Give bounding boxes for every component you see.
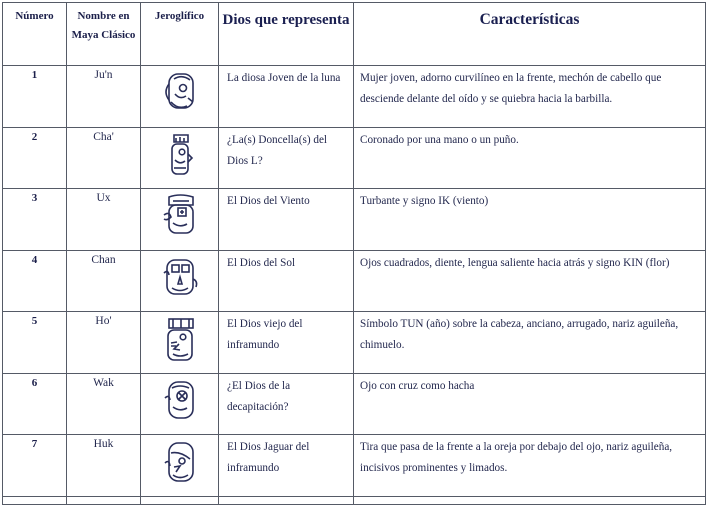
row-number: 4 [3,250,67,312]
row-glyph-cell [141,373,219,435]
row-number: 2 [3,127,67,189]
row-features: Mujer joven, adorno curvilíneo en la frente, mechón de cabello que desciende delante del oído y se quiebra hacia la barbilla. [354,66,706,128]
header-maya-name: Nombre en Maya Clásico [67,3,141,66]
row-features: Símbolo TUN (año) sobre la cabeza, anciano, arrugado, nariz aguileña, chimuelo. [354,312,706,374]
row-god: El Dios viejo del inframundo [219,312,354,374]
row-features: Tira que pasa de la frente a la oreja por debajo del ojo, nariz aguileña, incisivos prominentes y limados. [354,435,706,497]
row-number: 7 [3,435,67,497]
row-maya-name: Ju'n [67,66,141,128]
row-glyph-cell [141,66,219,128]
row-maya-name: Ho' [67,312,141,374]
row-maya-name: Ux [67,189,141,251]
header-glyph: Jeroglífico [141,3,219,66]
table-header-row [3,3,706,66]
row-maya-name: Chan [67,250,141,312]
decapitation-god-glyph-icon [162,378,198,424]
row-number: 5 [3,312,67,374]
header-god: Dios que representa [219,3,354,66]
table-row [3,66,706,128]
row-god: El Dios del Viento [219,189,354,251]
row-features: Ojo con cruz como hacha [354,373,706,435]
table-row [3,312,706,374]
row-god: ¿El Dios de la decapitación? [219,373,354,435]
jaguar-underworld-god-glyph-icon [162,439,198,487]
table-row [3,127,706,189]
row-god: La diosa Joven de la luna [219,66,354,128]
row-glyph-cell [141,127,219,189]
row-glyph-cell [141,312,219,374]
moon-goddess-glyph-icon [162,70,198,114]
row-number: 3 [3,189,67,251]
header-number: Número [3,3,67,66]
row-maya-name: Cha' [67,127,141,189]
maya-glyph-table [2,2,706,505]
row-number: 6 [3,373,67,435]
row-features: Coronado por una mano o un puño. [354,127,706,189]
row-god: El Dios Jaguar del inframundo [219,435,354,497]
wind-god-glyph-icon [161,193,199,239]
header-features: Características [354,3,706,66]
row-number: 1 [3,66,67,128]
old-underworld-god-glyph-icon [161,316,199,364]
row-features: Ojos cuadrados, diente, lengua saliente hacia atrás y signo KIN (flor) [354,250,706,312]
table-row [3,373,706,435]
row-glyph-cell [141,189,219,251]
table-row [3,189,706,251]
table-row [3,250,706,312]
row-features: Turbante y signo IK (viento) [354,189,706,251]
table-row [3,435,706,497]
table-row-partial [3,496,706,504]
row-god: El Dios del Sol [219,250,354,312]
maiden-glyph-icon [165,132,195,180]
row-glyph-cell [141,250,219,312]
row-god: ¿La(s) Doncella(s) del Dios L? [219,127,354,189]
row-glyph-cell [141,435,219,497]
sun-god-glyph-icon [160,255,200,301]
row-maya-name: Wak [67,373,141,435]
row-maya-name: Huk [67,435,141,497]
